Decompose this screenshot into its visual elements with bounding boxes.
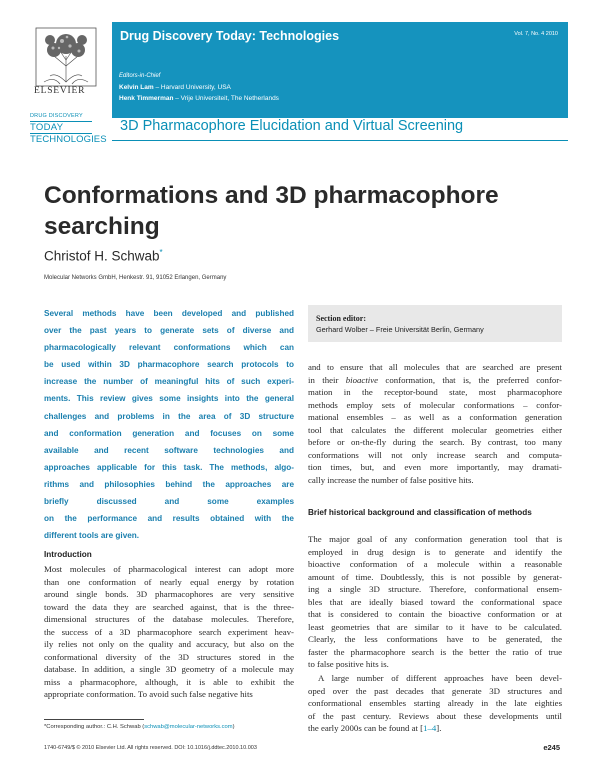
body-line: least geometries that are similar to it have to be calculated. [308,621,562,632]
body-line: oped over the past decades that generate 3D structures and [308,685,562,696]
footnote-text: *Corresponding author.: C.H. Schwab ( [44,724,145,730]
editor-entry [119,84,231,91]
abstract [44,305,294,544]
body-line: appropriate conformation. To avoid such false negative hits [44,689,253,700]
editor-entry [119,95,279,102]
body-line: ing a single 3D structure. Therefore, conformational ensem- [308,584,562,595]
body-line: A large number of different approaches have been devel- [318,673,562,683]
body-line: than one conformation of nearly equal energy by rotation [44,576,294,587]
abstract-line: increase the number of meaningful hits of such experi- [44,377,294,387]
body-line: mational ensembles – as well as a conformation generation [308,412,562,423]
journal-title: Drug Discovery Today: Technologies [120,29,340,43]
section-editor-label: Section editor: [316,314,366,323]
body-line: toward the data they are searched against, that is the three- [44,601,294,612]
corresponding-author-mark[interactable]: * [159,248,163,257]
publisher-name: ELSEVIER [34,86,86,96]
ddt-logo-line: DRUG DISCOVERY [30,113,83,119]
body-line: tool that calculates the different molecular geometries either [308,424,562,435]
editor-name: Kelvin Lam [119,84,154,91]
body-line: faster the pharmacophore search is the better the ratio of true [308,646,562,657]
body-line: conformational diversity of the 3D structures stored in the [44,651,294,662]
article-title: Conformations and 3D pharmacophore searching [44,182,499,240]
section-heading-brief-history: Brief historical background and classification of methods [308,508,532,517]
body-text-right-bottom [308,672,562,735]
abstract-line: available and recent software technologies and [44,445,294,455]
author-affiliation: Molecular Networks GmbH, Henkestr. 91, 91052 Erlangen, Germany [44,275,227,281]
abstract-line: approaches applicable for this task. The methods, algo- [44,462,294,472]
divider [112,140,568,141]
body-line: that is considered to contain the bioactive conformation or at [308,609,562,620]
author-email-link[interactable]: schwab@molecular-networks.com [144,724,233,730]
abstract-line: ments. This review gives some insights into the general [44,394,294,404]
abstract-line: challenges and problems in the area of 3D structure [44,411,294,421]
abstract-line: rithms and philosophies behind the approaches are [44,479,294,489]
abstract-line: be used within 3D pharmacophore search protocols to [44,360,294,370]
abstract-line: pharmacologically relevant conformations which can [44,343,294,353]
body-line: The major goal of any conformation generation tool that is [308,534,562,544]
body-fragment: the early 2000s can be found at [ [308,723,424,734]
body-line: cally increase the number of false positive hits. [308,474,474,485]
body-line: of the past century. Reviews about these developments until [308,710,562,721]
body-line: dimensional structures of the database molecules. Therefore, [44,614,294,625]
body-line: ily relies not only on the quality and accuracy, but also on the [44,639,294,650]
page-number: e245 [543,743,560,752]
body-line: Most molecules of pharmacological interest can adopt more [44,564,294,574]
corresponding-author-footnote [44,724,235,730]
elsevier-tree-logo [30,22,102,94]
body-line: tion times, but, and even more importantly, may dramati- [308,462,562,473]
body-line: bles that are ideally biased toward the conformational space [308,596,562,607]
body-line [308,374,562,387]
ddt-logo-line: TODAY [30,121,64,133]
copyright-doi: 1740-6749/$ © 2010 Elsevier Ltd. All rights reserved. DOI: 10.1016/j.ddtec.2010.10.003 [44,745,257,751]
body-line: conformational ensembles starting already in the late eighties [308,698,562,709]
body-line: Clearly, the less conformations have to be generated, the [308,634,562,645]
body-line: conformations will not only increase search and computa- [308,449,562,460]
body-line: amount of time. Doubtlessly, this is not possible by generat- [308,571,562,582]
body-line: employed in drug design is to generate and identify the [308,546,562,557]
issue-theme-title: 3D Pharmacophore Elucidation and Virtual Screening [120,118,464,134]
body-text-introduction [44,563,294,701]
body-line: the success of a 3D pharmacophore search experiment heav- [44,626,294,637]
abstract-line: on the performance and results obtained with the [44,514,294,524]
section-editor-name: Gerhard Wolber – Freie Universität Berlin, Germany [316,325,484,334]
body-line: database. In addition, a single 3D geometry of a molecule may [44,664,294,675]
abstract-line: Several methods have been developed and published [44,309,294,318]
section-heading-introduction: Introduction [44,550,92,559]
volume-info: Vol. 7, No. 4 2010 [514,31,558,37]
abstract-line: over the past years to generate sets of diverse and [44,326,294,336]
body-text-right-top [308,361,562,486]
ddt-journal-logo [30,114,110,145]
body-fragment: ]. [436,723,442,734]
editor-affiliation: – Harvard University, USA [153,84,231,91]
abstract-line: different tools are given. [44,531,140,541]
body-line: before or on-the-fly during the search. By contrast, too many [308,437,562,448]
body-fragment-italic: bioactive [345,374,379,385]
footnote-divider [44,719,144,720]
body-fragment: in their [308,374,346,385]
editors-label: Editors-in-Chief [119,73,161,79]
footnote-text: ) [232,724,235,730]
body-line: bioactive conformation of a molecule within a reasonable [308,559,562,570]
editor-name: Henk Timmerman [119,95,174,102]
section-editor-box [308,305,562,342]
author-name: Christof H. Schwab [44,248,160,264]
abstract-line: briefly discussed and some examples [44,497,294,507]
author-line [44,248,163,264]
body-line: and to ensure that all molecules that are searched are present [308,362,562,372]
reference-link[interactable]: 1–4 [423,723,437,734]
body-line [308,722,562,735]
body-line: methods employ sets of molecular conformations – confor- [308,399,562,410]
body-line: around single bonds. 3D pharmacophores are very sensitive [44,589,294,600]
body-line: to false positive hits is. [308,659,389,670]
editor-affiliation: – Vrije Universiteit, The Netherlands [173,95,279,102]
abstract-line: and conformation generation and focuses on some [44,428,294,438]
body-text-brief-history [308,533,562,671]
ddt-logo-line: TECHNOLOGIES [30,134,107,145]
body-line: mation in the receptor-bound state, most pharmacophore [308,387,562,398]
body-fragment: conformation, that is, the preferred confor- [378,374,562,385]
body-line: miss a pharmacophore, although, it is able to exhibit the [44,676,294,687]
